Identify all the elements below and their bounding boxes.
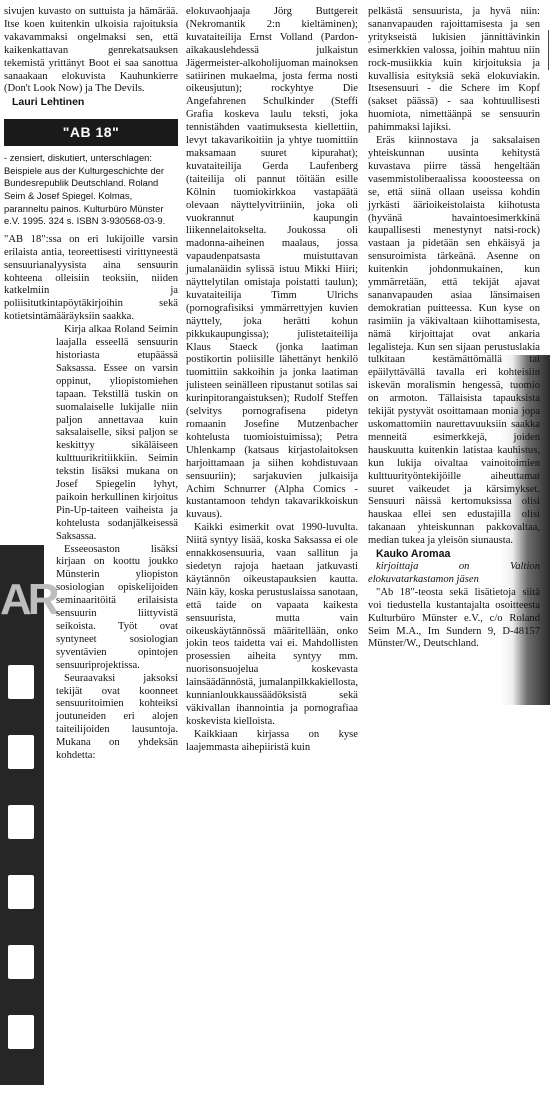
film-perforation (8, 875, 34, 909)
film-perforation (8, 945, 34, 979)
film-perforation (8, 1015, 34, 1049)
review-2-author: Kauko Aromaa (376, 548, 451, 561)
review-2-paragraph-3: Esseeosaston lisäksi kirjaan on koottu joukko Münsterin yliopiston sosiologian opiskelijoiden seminaaritöitä erilaisista sensuurin liittyvistä seikoista. Työt ovat syntyneet sosiologian syventävien opintojen sensuuriprojektissa. (56, 543, 178, 671)
review-2-paragraph-1: "AB 18":ssa on eri lukijoille varsin erilaista antia, teoreettisesti virittyneestä sensuurianalyysista aina sensuurin kohteena olleisiin teoksiin, niiden katkelmiin ja poliisitutkintapöytäkirjoihin sekä kotietsintämääräyksiin saakka. (4, 233, 178, 323)
review-2-paragraph-7: Kaikkiaan kirjassa on kyse laajemmasta aihepiiristä kuin (186, 728, 358, 753)
review-2-paragraph-5: elokuvaohjaaja Jörg Buttgereit (Nekromantik 2:n kieltäminen); kuvataiteilija Ernst Volland (Pardon-aikakauslehdessä julkaistun Jägermeister-alkoholijuoman mainoksen satiirinen mukaelma, josta ferma nosti oikeusjutun); rockyhtye Die Angefahrenen Schulkinder (Steffi Grafia koskeva laulu teksti, joka tennistähden vaatimuksesta kiellettiin, levyt takavarikoitiin ja yhtye tuomittiin maksamaan suuret kipurahat); kuvataiteilija Gerda Laufenberg (taiteilija oli pannut töitään esille Kölnin tuomiokirkkoa vastapäätä olevaan näyttelyvitriiniin, joka oli vuokrannut kaupungin liikennelaitokselta. Joukossa oli madonna-aiheinen maalaus, jossa vapaudenpatsasta muistuttavan jumalanäidin sylissä istuu Mikki Hiiri; näyttelytilan omistaja poistatti taulun); kuvataiteilija Timm Ulrichs (pornografisiksi ymmärrettyjen kuvien näyttely, joka herätti kohun pikkukaupungissa); julistetaiteilija Klaus Staeck (jonka laatiman postikortin poliisille lähettänyt henkilö tuomittiin sakkoihin ja jonka laatiman julisteen seinälleen ripustanut sotilas sai kurinpitorangaistuksen); Rudolf Steffen (selvitys pornografisena pidetyn romaanin Josefine Mutzenbacher kohtelusta tuomioistuimissa); Petra Uhlenkamp (katsaus kirjastolaitoksen harjoittamaan ja siihen kohdistuvaan sensuuriin); sarjakuvien julkaisija Achim Schnurrer (Alpha Comics -kustantamoon tehdyn takavarikkoiskun kuvaus). (186, 6, 358, 521)
review-2-paragraph-6: Kaikki esimerkit ovat 1990-luvulta. Niitä syntyy lisää, koska Saksassa ei ole ennakkosensuuria, vaan sallitun ja siedetyn rajoja haetaan jatkuvasti käytännön oikeustapauksien kautta. Näin käy, koska perustuslaissa sanotaan, että taide on vapaata kaikesta sensuurista, mutta vain oikeuskäytännössä määritellään, onko jokin teos taidetta vai ei. Mahdollisten prosessien aiheita syntyy mm. nuorisonsuojelua koskevasta lainsäädännöstä, jumalanpilkkakiellosta, kunnianloukkaussäädöksistä sekä väkivallan ihannointia ja pornografiaa koskevista kielloista. (186, 522, 358, 727)
column-1 (4, 6, 178, 844)
review-1-ending: sivujen kuvasto on suttuista ja hämärää. Itse koen kuitenkin ulkoisia rajoituksia vakavammaksi ongelmaksi sen, että kaikenkattavan genrekatsauksen tekemistä yrittänyt Boot ei saa sanottua sanaakaan elokuvista Kauhunkierre (Don't Look Now) ja The Devils. (4, 6, 178, 95)
review-2-paragraph-9: Eräs kiinnostava ja saksalaisen yhteiskunnan uusinta kehitystä kuvastava piirre tässä hengeltään vasemmistoliberaalissa kooosteessa on se, että siinä ollaan useissa kohdin jyrkästi äärioikeistolaista kiihotusta (hyvänä havaintoesimerkkinä kaupallisesti menestynyt natsi-rock) vastaan ja pidetään sen ehkäisyä ja sensuroimista tärkeänä. Asenne on kuitenkin johdonmukainen, kun ymmärretään, että tekijät ajavat sananvapauden asiaa länsimaisen demokratian puitteessa. Kun kyse on rasimiin ja väkivaltaan kiihottamisesta, nämä kirjoittajat ovat ankaria legalisteja. Kun sen sijaan perustuslakia tulkitaan kestämättömällä tai epäilyttävällä tavalla eri kohteisiin iskevän moralismin hengessä, tuomio on armoton. Tällaisista tapauksista tekijät pystyvät osoittamaan monia jopa uskomattomiin naurettavuuksiin saakka menneitä esimerkkejä, joiden hauskuutta kuitenkin latistaa kauhistus, kun lukija oivaltaa vainoitoimien kulttuurityöntekijöille aiheuttamat suuret vaikeudet ja kärsimykset. Sensuuri näissä kertomuksissa olisi hauskaa ellei sen edustajilla olisi takanaan yhteiskunnan pakkovaltaa, median tukea ja yleisön siunausta. (368, 135, 540, 547)
book-bibliography: - zensiert, diskutiert, unterschlagen: Beispiele aus der Kulturgeschichte der Bundesrepublik Deutschland. Roland Seim & Josef Spiegel. Kolmas, paranneltu painos. Kulturbüro Münster e.V. 1995. 324 s. ISBN 3-930568-03-9. (4, 152, 166, 227)
review-2-paragraph-4: Seuraavaksi jaksoksi tekijät ovat koonneet sensuuritoimien kohteiksi joutuneiden eri alojen taiteilijoiden lausuntoja. Mukana on yhdeksän kohdetta: (56, 672, 178, 762)
review-2-paragraph-2: Kirja alkaa Roland Seimin laajalla esseellä sensuurin historiasta etupäässä Saksassa. Essee on varsin oppinut, yliopistomiehen tapaan. Tekstillä tuskin on suomalaiselle lukijalle niin paljon annettavaa kuin saksalaiselle, siksi paljon se keskittyy sikäläiseen kulttuurikritiikkiin. Seimin tekstin lisäksi mukana on Josef Spiegelin lyhyt, paikoin herkullinen kirjoitus Pin-Up-taiteen vaiheista ja kohtelusta sodanjälkeisessä Saksassa. (56, 324, 178, 542)
review-2-title: "AB 18" (4, 119, 178, 146)
publisher-address: "Ab 18"-teosta sekä lisätietoja siitä voi tiedustella kustantajalta osoitteesta Kulturbüro Münster e.V., c/o Roland Seim M.A., Im Sundern 9, D-48157 Münster/W., Deutschland. (368, 586, 540, 650)
review-1-author: Lauri Lehtinen (12, 96, 85, 109)
review-2-paragraph-8: pelkästä sensuurista, ja hyvä niin: sananvapauden rajoittamisesta ja sen yritykseistä lukisien jännittävinkin esimerkkien valossa, joihin mahtuu niin rock-musiikkia kuin kirjoituksia ja kuvallisia esityksiä sekä elokuviakin. Itsesensuuri - die Schere im Kopf (sakset päässä) - saa kohtuullisesti huomiota, nimettäänpä se sensuurin pahimmaksi lajiksi. (368, 6, 540, 134)
column-3 (368, 6, 540, 651)
film-strip-letters: AR (0, 575, 56, 624)
column-2 (186, 6, 358, 755)
column-rule (548, 30, 549, 70)
film-strip-spacer (4, 324, 56, 844)
author-note: kirjoittaja on Valtion elokuvatarkastamon jäsen (368, 560, 540, 585)
